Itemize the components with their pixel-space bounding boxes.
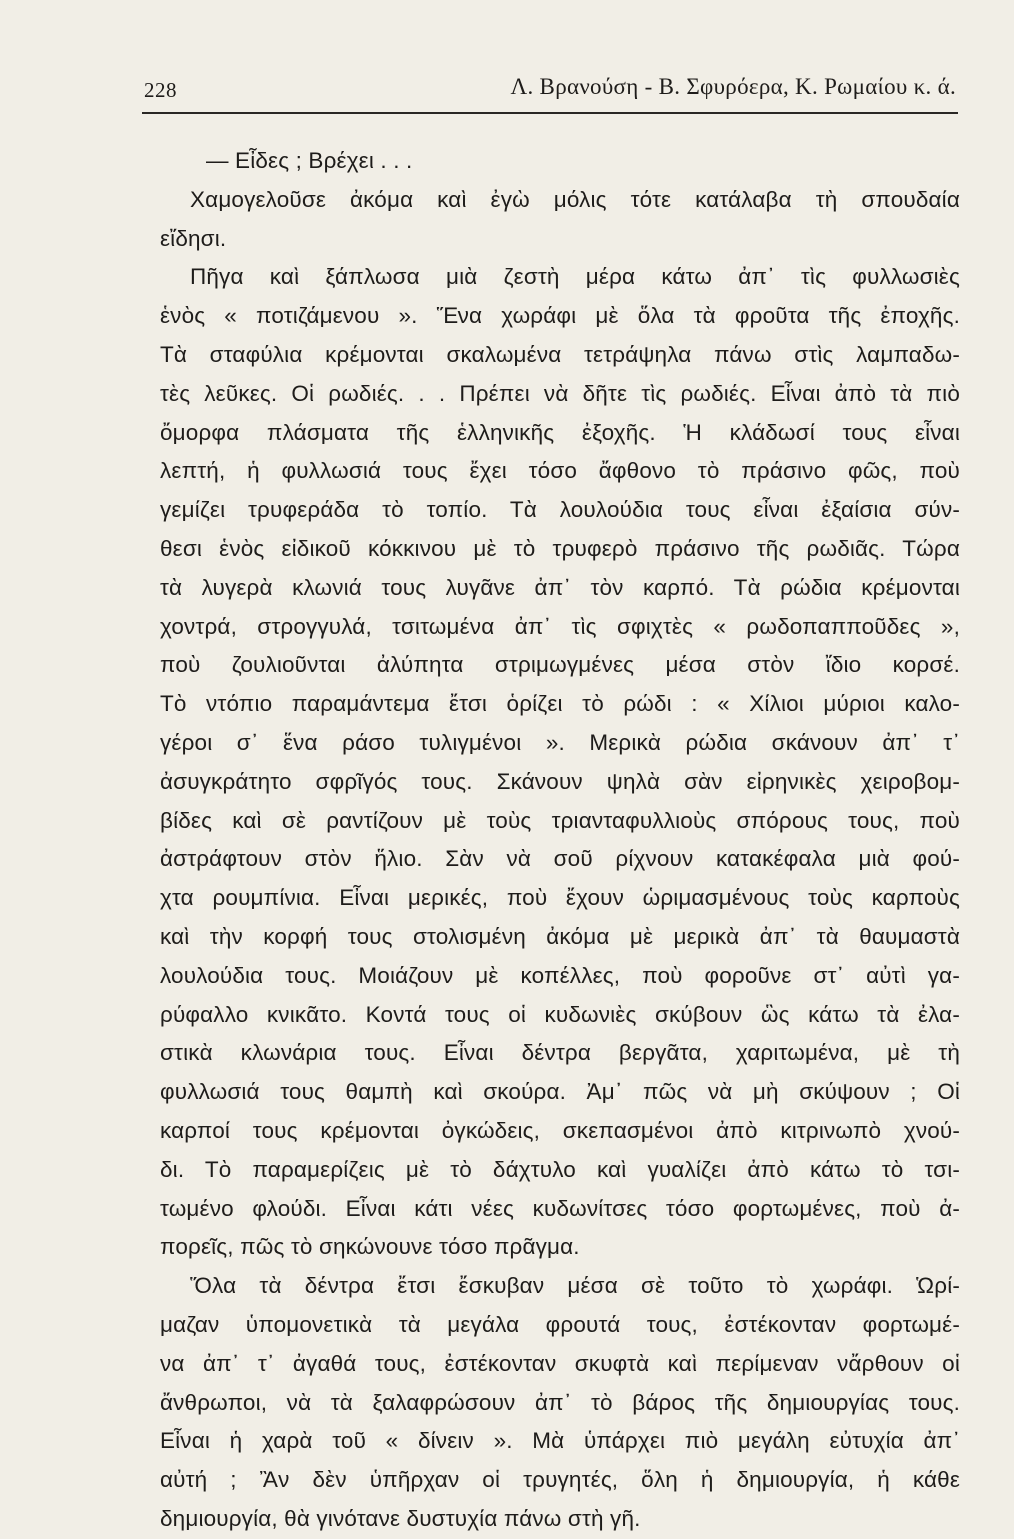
text-line: εἴδησι. [160,225,227,251]
text-line: Χαμογελοῦσε ἀκόμα καὶ ἐγὼ μόλις τότε κατάλαβα τὴ σπουδαία [190,186,960,212]
text-line: χτα ρουμπίνια. Εἶναι μερικές, ποὺ ἔχουν ὡριμασμένους τοὺς καρποὺς [160,885,960,911]
text-line: καρποί τους κρέμονται ὀγκώδεις, σκεπασμένοι ἀπὸ κιτρινωπὸ χνού- [160,1117,960,1143]
text-line: Ὅλα τὰ δέντρα ἔτσι ἔσκυβαν μέσα σὲ τοῦτο τὸ χωράφι. Ὡρί- [190,1273,960,1299]
body-text [160,142,960,1539]
text-line: — Εἶδες ; Βρέχει . . . [206,148,413,173]
header-rule [142,112,958,114]
text-line: φυλλωσιά τους θαμπὴ καὶ σκούρα. Ἀμ᾽ πῶς νὰ μὴ σκύψουν ; Οἱ [160,1079,960,1105]
text-line: αὐτή ; Ἂν δὲν ὑπῆρχαν οἱ τρυγητές, ὅλη ἡ δημιουργία, ἡ κάθε [160,1467,960,1493]
page-header [144,66,956,106]
text-line: πορεῖς, πῶς τὸ σηκώνουνε τόσο πρᾶγμα. [160,1234,580,1260]
text-line: καὶ τὴν κορφή τους στολισμένη ἀκόμα μὲ μερικὰ ἀπ᾽ τὰ θαυμαστὰ [160,923,960,949]
text-line: ἑνὸς « ποτιζάμενου ». Ἕνα χωράφι μὲ ὅλα τὰ φροῦτα τῆς ἐποχῆς. [160,303,960,329]
text-line: λεπτή, ἡ φυλλωσιά τους ἔχει τόσο ἄφθονο τὸ πράσινο φῶς, ποὺ [160,458,960,484]
text-line: μαζαν ὑπομονετικὰ τὰ μεγάλα φρουτά τους, ἐστέκονταν φορτωμέ- [160,1311,960,1337]
text-line: να ἀπ᾽ τ᾽ ἀγαθά τους, ἐστέκονταν σκυφτὰ καὶ περίμεναν νἄρθουν οἱ [160,1350,960,1376]
text-line: Τὰ σταφύλια κρέμονται σκαλωμένα τετράψηλα πάνω στὶς λαμπαδω- [160,341,960,367]
text-line: βίδες καὶ σὲ ραντίζουν μὲ τοὺς τριανταφυλλιοὺς σπόρους τους, ποὺ [160,807,960,833]
text-line: Πῆγα καὶ ξάπλωσα μιὰ ζεστὴ μέρα κάτω ἀπ᾽ τὶς φυλλωσιὲς [190,264,960,290]
text-line: ἀστράφτουν στὸν ἥλιο. Σὰν νὰ σοῦ ρίχνουν κατακέφαλα μιὰ φού- [160,846,960,872]
text-line: ἀσυγκράτητο σφρῖγός τους. Σκάνουν ψηλὰ σὰν εἰρηνικὲς χειροβομ- [160,768,960,794]
text-line: Εἶναι ἡ χαρὰ τοῦ « δίνειν ». Μὰ ὑπάρχει πιὸ μεγάλη εὐτυχία ἀπ᾽ [160,1428,960,1454]
text-line: Τὸ ντόπιο παραμάντεμα ἔτσι ὁρίζει τὸ ρώδι : « Χίλιοι μύριοι καλο- [160,691,960,717]
text-line: ποὺ ζουλιοῦνται ἀλύπητα στριμωγμένες μέσα στὸν ἴδιο κορσέ. [160,652,960,678]
text-line: γεμίζει τρυφεράδα τὸ τοπίο. Τὰ λουλούδια τους εἶναι ἐξαίσια σύν- [160,497,960,523]
page-number: 228 [144,78,177,102]
text-line: ρύφαλλο κνικᾶτο. Κοντά τους οἱ κυδωνιὲς σκύβουν ὣς κάτω τὰ ἐλα- [160,1001,960,1027]
text-line: ὄμορφα πλάσματα τῆς ἑλληνικῆς ἐξοχῆς. Ἡ κλάδωσί τους εἶναι [160,419,960,445]
text-line: χοντρά, στρογγυλά, τσιτωμένα ἀπ᾽ τὶς σφιχτὲς « ρωδοπαπποῦδες », [160,613,960,639]
text-line: θεσι ἑνὸς εἰδικοῦ κόκκινου μὲ τὸ τρυφερὸ πράσινο τῆς ρωδιᾶς. Τώρα [160,535,960,561]
text-line: δι. Τὸ παραμερίζεις μὲ τὸ δάχτυλο καὶ γυαλίζει ἀπὸ κάτω τὸ τσι- [160,1156,960,1182]
text-line: στικὰ κλωνάρια τους. Εἶναι δέντρα βεργᾶτα, χαριτωμένα, μὲ τὴ [160,1040,960,1066]
text-line: τὰ λυγερὰ κλωνιά τους λυγᾶνε ἀπ᾽ τὸν καρπό. Τὰ ρώδια κρέμονται [160,574,960,600]
text-line: ἄνθρωποι, νὰ τὰ ξαλαφρώσουν ἀπ᾽ τὸ βάρος τῆς δημιουργίας τους. [160,1389,960,1415]
text-line: δημιουργία, θὰ γινότανε δυστυχία πάνω στὴ γῆ. [160,1505,641,1531]
running-head: Λ. Βρανούση - Β. Σφυρόερα, Κ. Ρωμαίου κ. ά. [510,74,956,99]
text-line: λουλούδια τους. Μοιάζουν μὲ κοπέλλες, ποὺ φοροῦνε στ᾽ αὐτὶ γα- [160,962,960,988]
text-line: γέροι σ᾽ ἕνα ράσο τυλιγμένοι ». Μερικὰ ρώδια σκάνουν ἀπ᾽ τ᾽ [160,729,960,755]
text-line: τωμένο φλούδι. Εἶναι κάτι νέες κυδωνίτσες τόσο φορτωμένες, ποὺ ἀ- [160,1195,960,1221]
text-line: τὲς λεῦκες. Οἱ ρωδιές. . . Πρέπει νὰ δῆτε τὶς ρωδιές. Εἶναι ἀπὸ τὰ πιὸ [160,380,960,406]
